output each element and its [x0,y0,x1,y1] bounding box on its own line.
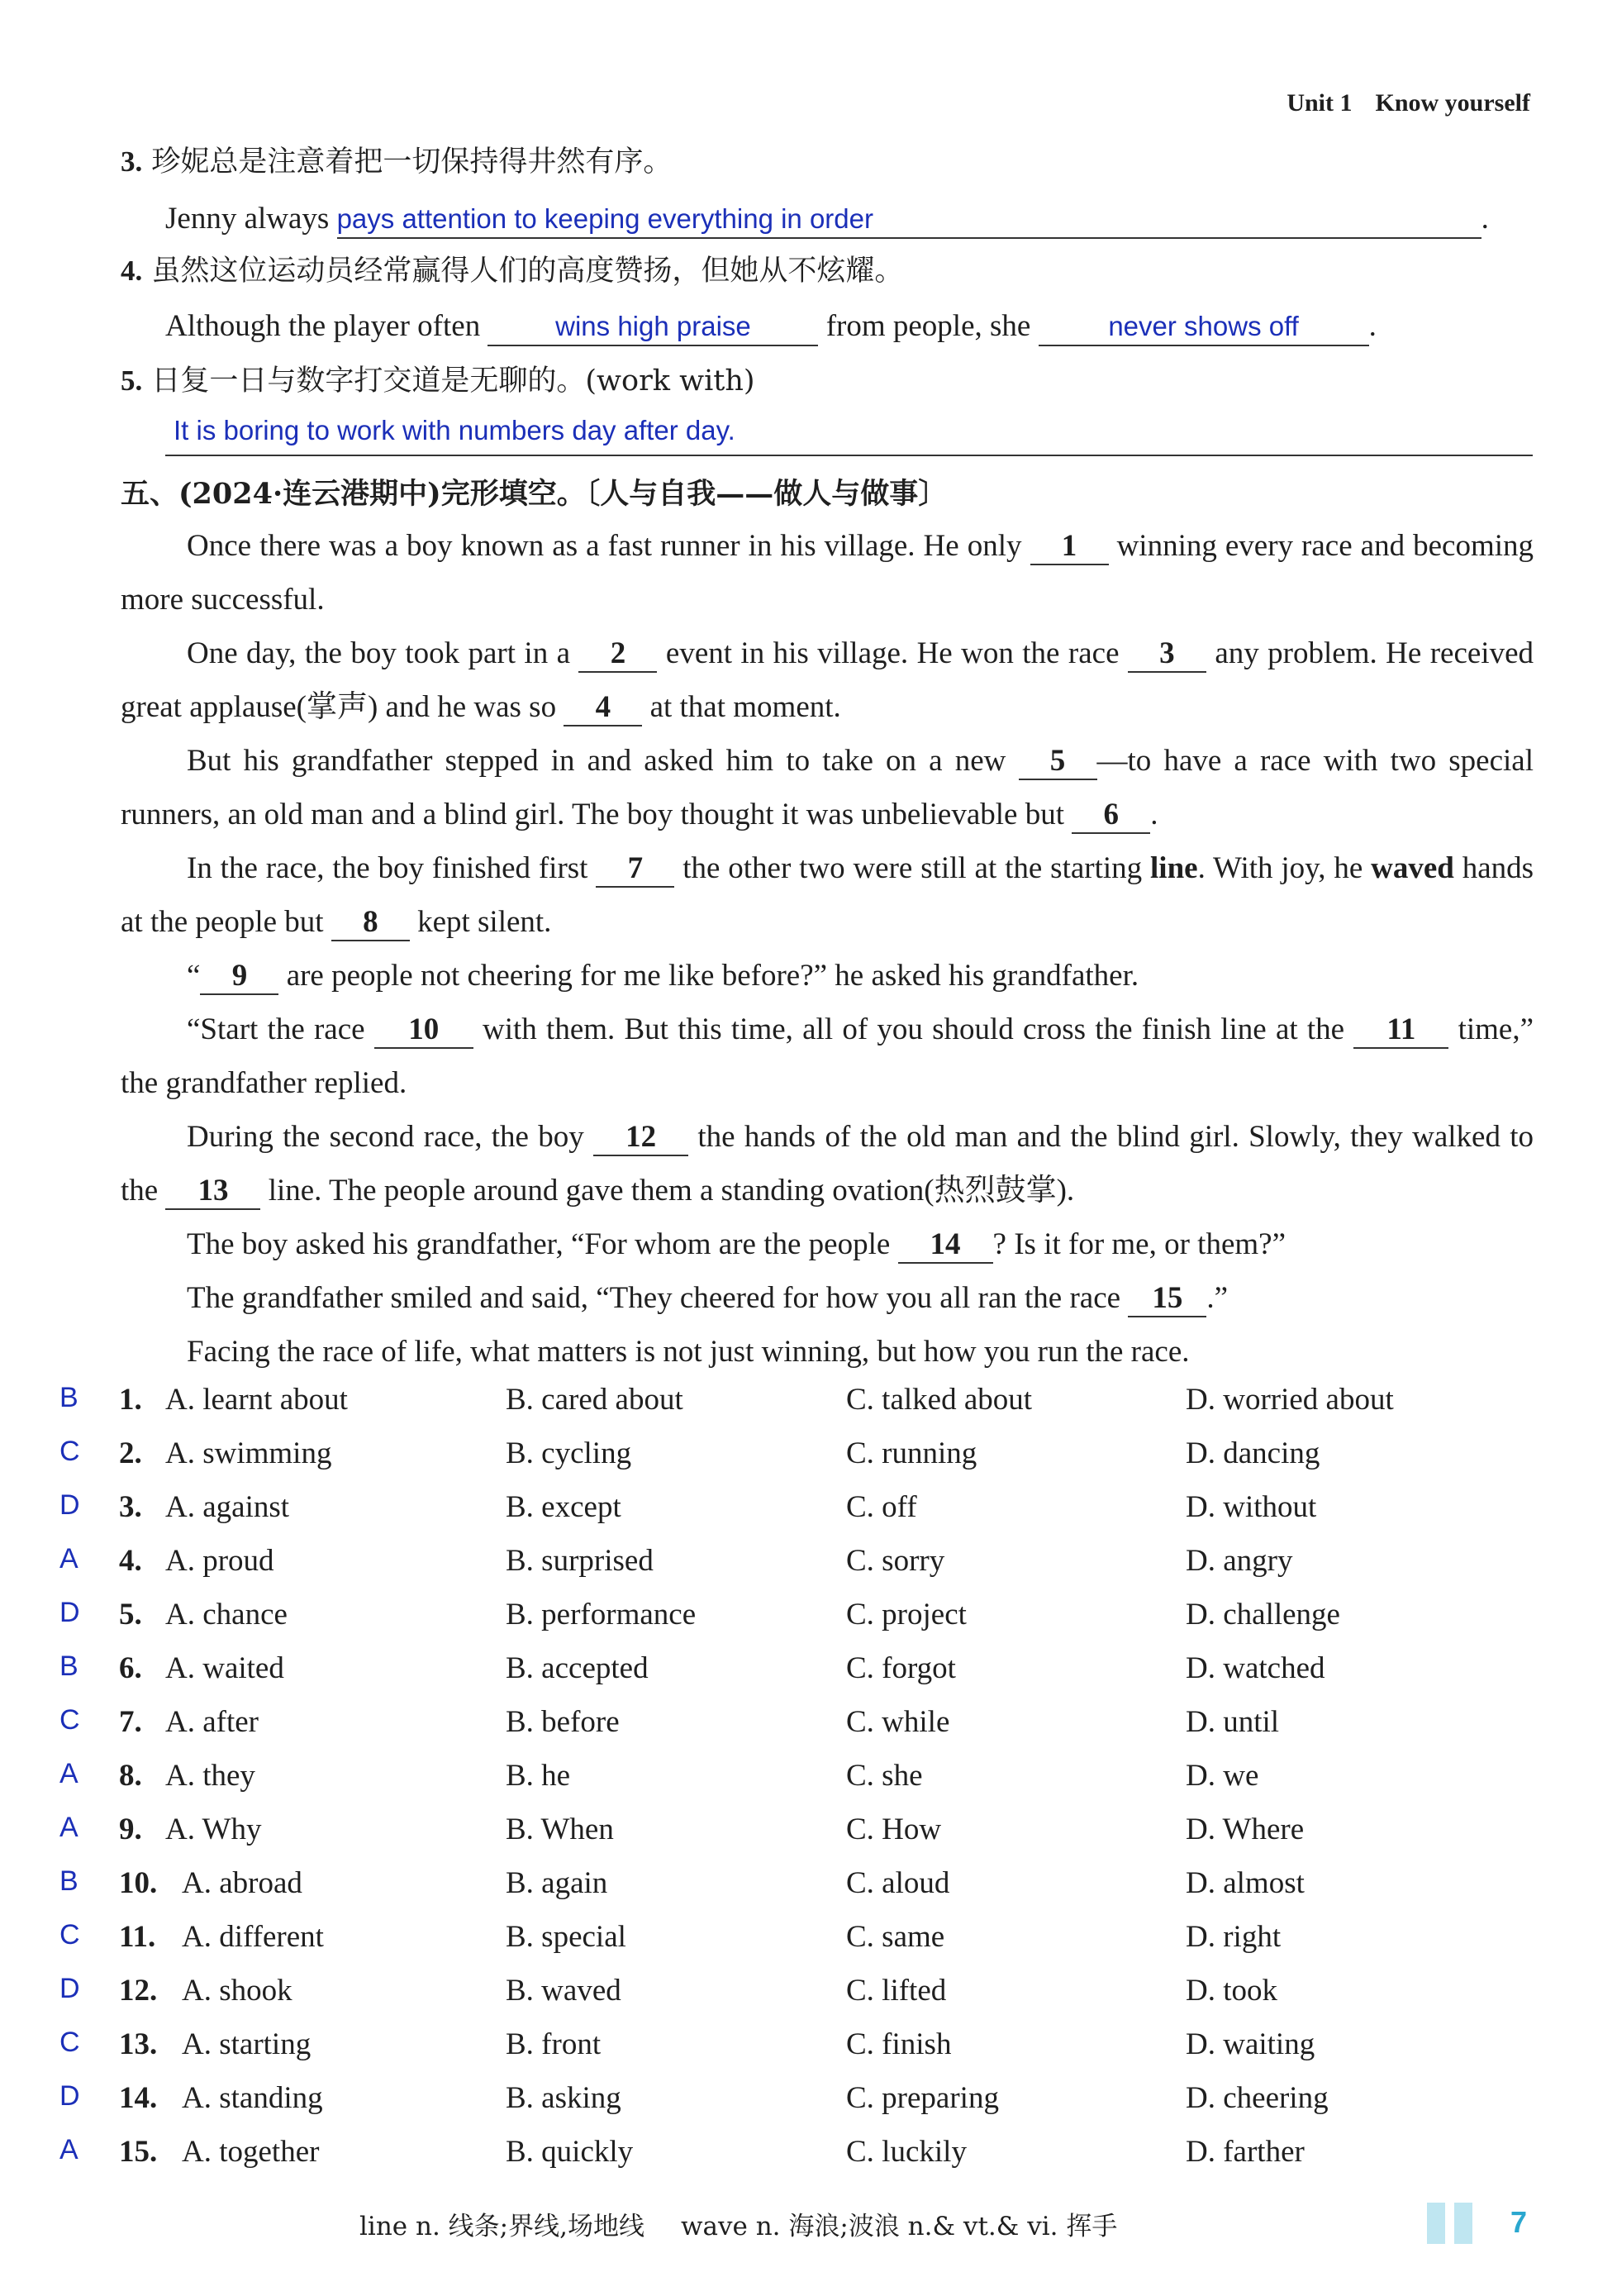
answer-key: B [59,1651,78,1682]
option-a[interactable]: A. shook [182,1974,292,2008]
option-d[interactable]: D. farther [1186,2135,1305,2169]
answer-key: A [59,2134,78,2165]
answer-key: C [59,2027,80,2058]
option-b[interactable]: B. before [506,1705,620,1739]
question-row: B 6. A. waited B. accepted C. forgot D. watched [59,1651,1325,1685]
question-row: C 7. A. after B. before C. while D. until [59,1704,1280,1739]
gap-13[interactable]: 13 [165,1174,260,1210]
vocab-line: line [1150,851,1198,885]
option-a[interactable]: A. swimming [165,1436,332,1470]
option-a[interactable]: A. waited [165,1651,284,1685]
answer-blank-1[interactable]: wins high praise [487,308,818,346]
question-row: A 8. A. they B. he C. she D. we [59,1758,1259,1793]
option-d[interactable]: D. Where [1186,1813,1305,1846]
gap-5[interactable]: 5 [1019,745,1097,780]
unit-label: Unit 1 [1286,89,1353,117]
page-header [1286,89,1530,117]
chinese-sentence: 日复一日与数字打交道是无聊的。(work with) [151,364,755,398]
page-number: 7 [1510,2205,1528,2239]
option-a[interactable]: A. different [182,1920,324,1954]
chinese-sentence: 虽然这位运动员经常赢得人们的高度赞扬，但她从不炫耀。 [151,255,904,288]
option-a[interactable]: A. learnt about [165,1383,348,1417]
passage-paragraph-3: But his grandfather stepped in and asked him to take on a new 5 —to have a race with two special runners, an old man and a blind girl. The boy thought it was unbelievable but 6 . [121,734,1534,841]
option-c[interactable]: C. project [846,1598,967,1631]
option-d[interactable]: D. until [1186,1705,1280,1739]
vocab-waved: waved [1371,851,1454,885]
gap-12[interactable]: 12 [593,1121,688,1156]
gap-7[interactable]: 7 [596,852,674,888]
question-row: B 10. A. abroad B. again C. aloud D. almost [59,1865,1305,1900]
option-b[interactable]: B. front [506,2027,602,2061]
gap-14[interactable]: 14 [898,1228,993,1264]
option-c[interactable]: C. finish [846,2027,952,2061]
passage-paragraph-5: “ 9 are people not cheering for me like before?” he asked his grandfather. [121,949,1534,1003]
answer-key: D [59,1597,80,1628]
option-c[interactable]: C. off [846,1490,917,1524]
option-c[interactable]: C. while [846,1705,950,1739]
option-b[interactable]: B. waved [506,1974,621,2008]
page-tab-bar [1427,2203,1445,2244]
answer-key: D [59,2080,80,2112]
answer-key: B [59,1865,78,1897]
option-a[interactable]: A. starting [182,2027,312,2061]
gap-9[interactable]: 9 [200,960,278,995]
option-b[interactable]: B. cared about [506,1383,683,1417]
answer-key: C [59,1436,80,1467]
answer-key: A [59,1758,78,1789]
question-row: B 1. A. learnt about B. cared about C. talked about D. worried about [59,1382,1394,1417]
option-b[interactable]: B. he [506,1759,571,1793]
translation-item-5: 5. 日复一日与数字打交道是无聊的。(work with) [121,364,755,398]
option-c[interactable]: C. lifted [846,1974,947,2008]
option-a[interactable]: A. standing [182,2081,323,2115]
option-c[interactable]: C. running [846,1436,977,1470]
question-row: A 4. A. proud B. surprised C. sorry D. angry [59,1543,1293,1578]
option-b[interactable]: B. surprised [506,1544,654,1578]
answer-blank-2[interactable]: never shows off [1039,308,1369,346]
option-b[interactable]: B. cycling [506,1436,632,1470]
translation-item-3: 3. 珍妮总是注意着把一切保持得井然有序。 [121,145,673,179]
gap-15[interactable]: 15 [1128,1282,1206,1317]
option-b[interactable]: B. except [506,1490,621,1524]
option-d[interactable]: D. watched [1186,1651,1325,1685]
vocabulary-footnote [359,2205,1117,2242]
option-c[interactable]: C. same [846,1920,945,1954]
passage-paragraph-8: The boy asked his grandfather, “For whom are the people 14 ? Is it for me, or them?” [121,1217,1534,1271]
question-row: C 2. A. swimming B. cycling C. running D. dancing [59,1436,1320,1470]
answer-key: C [59,1919,80,1951]
option-d[interactable]: D. without [1186,1490,1317,1524]
passage-paragraph-6: “Start the race 10 with them. But this time, all of you should cross the finish line at the 11 time,” the grandfather replied. [121,1012,1534,1100]
option-d[interactable]: D. took [1186,1974,1277,2008]
option-c[interactable]: C. forgot [846,1651,956,1685]
question-row: D 5. A. chance B. performance C. project D. challenge [59,1597,1340,1631]
question-row: A 9. A. Why B. When C. How D. Where [59,1812,1305,1846]
answer-key: D [59,1489,80,1521]
unit-title: Know yourself [1375,89,1530,117]
option-a[interactable]: A. proud [165,1544,274,1578]
option-c[interactable]: C. preparing [846,2081,999,2115]
option-a[interactable]: A. chance [165,1598,288,1631]
section-title: 五、(2024·连云港期中)完形填空。〔人与自我——做人与做事〕 [121,477,948,511]
option-a[interactable]: A. abroad [182,1866,302,1900]
passage-paragraph-4: In the race, the boy finished first 7 the other two were still at the starting line. With joy, he waved hands at the people but 8 kept silent. [121,841,1534,949]
question-row: C 13. A. starting B. front C. finish D. waiting [59,2027,1315,2061]
option-d[interactable]: D. challenge [1186,1598,1340,1631]
question-row: D 12. A. shook B. waved C. lifted D. took [59,1973,1277,2008]
passage-paragraph-2: One day, the boy took part in a 2 event in his village. He won the race 3 any problem. He received great applause(掌声) and he was so 4 at that moment. [121,626,1534,734]
answer-key: B [59,1382,78,1413]
gap-8[interactable]: 8 [331,906,410,941]
option-c[interactable]: C. sorry [846,1544,945,1578]
answer-key: C [59,1704,80,1736]
translation-answer-row-4: Although the player often wins high praise from people, she never shows off . [165,308,1377,346]
answer-key: D [59,1973,80,2004]
option-c[interactable]: C. talked about [846,1383,1033,1417]
gap-1[interactable]: 1 [1030,530,1109,565]
option-b[interactable]: B. asking [506,2081,621,2115]
passage-paragraph-7: During the second race, the boy 12 the hands of the old man and the blind girl. Slowly, they walked to the 13 line. The people around gave them a standing ovation(热烈鼓掌). [121,1110,1534,1217]
option-a[interactable]: A. they [165,1759,255,1793]
answer-line-5[interactable]: It is boring to work with numbers day after day. [165,412,1533,456]
option-d[interactable]: D. cheering [1186,2081,1329,2115]
option-b[interactable]: B. accepted [506,1651,649,1685]
option-d[interactable]: D. dancing [1186,1436,1320,1470]
option-b[interactable]: B. quickly [506,2135,634,2169]
option-d[interactable]: D. right [1186,1920,1282,1954]
passage-paragraph-10: Facing the race of life, what matters is not just winning, but how you run the race. [187,1335,1190,1369]
gap-3[interactable]: 3 [1128,637,1206,673]
option-d[interactable]: D. almost [1186,1866,1305,1900]
gap-11[interactable]: 11 [1353,1013,1448,1049]
question-row: C 11. A. different B. special C. same D. right [59,1919,1282,1954]
option-a[interactable]: A. together [182,2135,320,2169]
answer-key: A [59,1812,78,1843]
gap-2[interactable]: 2 [578,637,657,673]
option-d[interactable]: D. we [1186,1759,1259,1793]
option-a[interactable]: A. Why [165,1813,262,1846]
passage-paragraph-1: Once there was a boy known as a fast runner in his village. He only 1 winning every race and becoming more successful. [121,529,1534,617]
option-a[interactable]: A. after [165,1705,259,1739]
gloss-line: line n. 线条;界线,场地线 [359,2212,644,2241]
option-b[interactable]: B. performance [506,1598,697,1631]
option-d[interactable]: D. waiting [1186,2027,1315,2061]
answer-blank[interactable]: pays attention to keeping everything in order [337,201,1481,239]
option-c[interactable]: C. How [846,1813,942,1846]
option-b[interactable]: B. again [506,1866,608,1900]
option-c[interactable]: C. luckily [846,2135,967,2169]
option-b[interactable]: B. When [506,1813,614,1846]
gap-10[interactable]: 10 [374,1013,473,1049]
option-b[interactable]: B. special [506,1920,626,1954]
chinese-sentence: 珍妮总是注意着把一切保持得井然有序。 [151,145,673,179]
question-row: A 15. A. together B. quickly C. luckily D. farther [59,2134,1305,2169]
gap-6[interactable]: 6 [1072,798,1150,834]
option-c[interactable]: C. she [846,1759,923,1793]
gloss-wave: wave n. 海浪;波浪 n.& vt.& vi. 挥手 [680,2212,1118,2241]
translation-item-4: 4. 虽然这位运动员经常赢得人们的高度赞扬，但她从不炫耀。 [121,255,904,288]
option-c[interactable]: C. aloud [846,1866,950,1900]
answer-key: A [59,1543,78,1574]
page-tab-bar [1454,2203,1472,2244]
question-row: D 3. A. against B. except C. off D. without [59,1489,1317,1524]
translation-answer-row-3: Jenny always pays attention to keeping everything in order . [165,201,1489,239]
question-row: D 14. A. standing B. asking C. preparing D. cheering [59,2080,1329,2115]
option-a[interactable]: A. against [165,1490,290,1524]
gap-4[interactable]: 4 [564,691,642,726]
option-d[interactable]: D. worried about [1186,1383,1394,1417]
option-d[interactable]: D. angry [1186,1544,1293,1578]
passage-paragraph-9: The grandfather smiled and said, “They cheered for how you all ran the race 15 .” [121,1271,1534,1325]
